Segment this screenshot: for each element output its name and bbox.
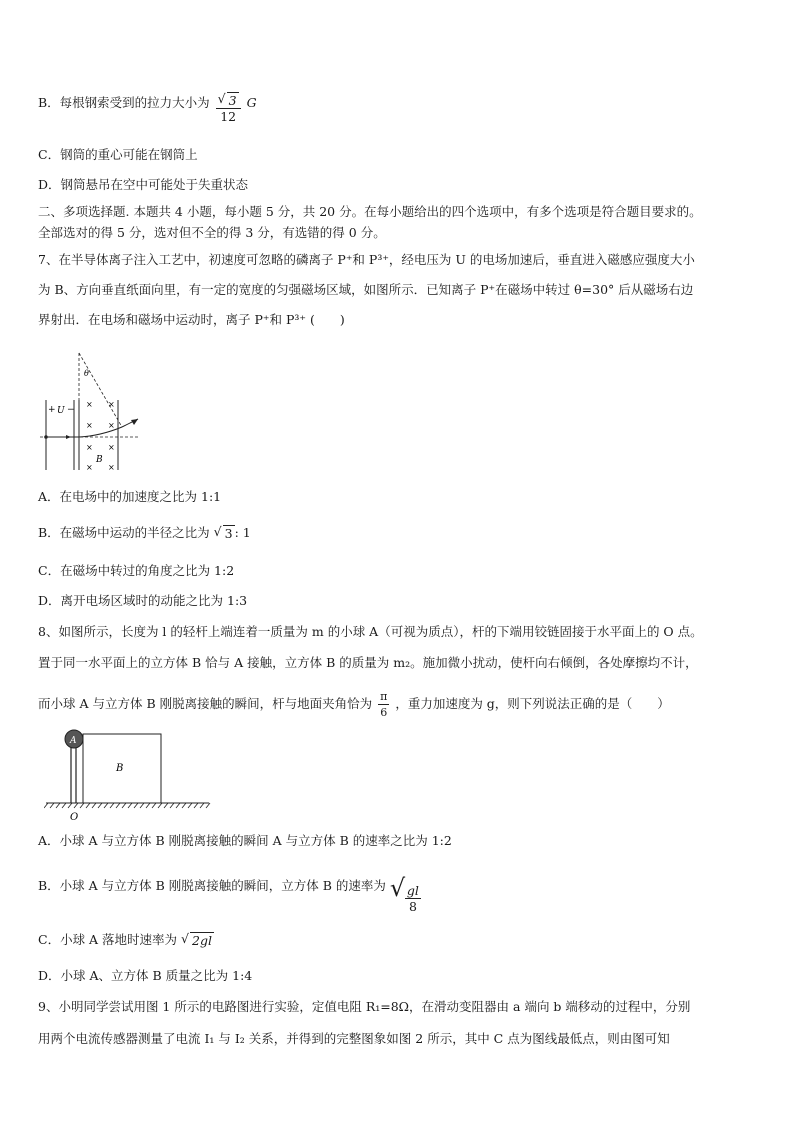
q8-stem-line1: 8、如图所示，长度为 l 的轻杆上端连着一质量为 m 的小球 A（可视为质点），杆的下端用铰链固接于水平面上的 O 点。 [38, 624, 703, 639]
hinge-label: O [70, 812, 79, 823]
voltage-label: U [57, 406, 65, 416]
q7-option-d: D．离开电场区域时的动能之比为 1:3 [38, 593, 248, 608]
q8-stem-line2: 置于同一水平面上的立方体 B 恰与 A 接触，立方体 B 的质量为 m₂。施加微小扰动，使杆向右倾倒，各处摩擦均不计， [38, 655, 698, 670]
field-cross: × [86, 463, 93, 472]
field-cross: × [108, 421, 115, 430]
q8-option-a: A．小球 A 与立方体 B 刚脱离接触的瞬间 A 与立方体 B 的速率之比为 1:2 [38, 833, 452, 848]
q8-option-c: C．小球 A 落地时速率为 √ 2gl [38, 930, 212, 948]
angle-fraction: $\frac{\pi}{6}$ [380, 690, 388, 719]
q7-stem-line2: 为 B、方向垂直纸面向里，有一定的宽度的匀强磁场区域，如图所示．已知离子 P⁺在磁场中转过 θ=30° 后从磁场右边 [38, 282, 694, 297]
field-cross: × [108, 400, 115, 409]
q6-option-d: D．钢筒悬吊在空中可能处于失重状态 [38, 177, 249, 192]
q7-stem-line1: 7、在半导体离子注入工艺中，初速度可忽略的磷离子 P⁺和 P³⁺，经电压为 U 的电场加速后，垂直进入磁感应强度大小 [38, 252, 695, 267]
q6-option-c: C．钢筒的重心可能在钢筒上 [38, 147, 198, 162]
theta-label: θ [84, 369, 89, 378]
plus-label: + [48, 405, 56, 415]
q6-option-b: B．每根钢索受到的拉力大小为 √ 3 12 G [38, 91, 257, 124]
q8-option-b: B．小球 A 与立方体 B 刚脱离接触的瞬间，立方体 B 的速率为 √ $\frac{gl}{8}$ [38, 874, 419, 914]
q8-figure [44, 728, 214, 824]
q8-stem-line3: 而小球 A 与立方体 B 刚脱离接触的瞬间，杆与地面夹角恰为 $\frac{\pi}{6}$ ，重力加速度为 g，则下列说法正确的是（ ） [38, 690, 670, 719]
q7-figure [38, 350, 158, 475]
field-label: B [96, 455, 103, 465]
section-heading-line2: 全部选对的得 5 分，选对但不全的得 3 分，有选错的得 0 分。 [38, 225, 386, 240]
section-heading-line1: 二、多项选择题. 本题共 4 小题，每小题 5 分，共 20 分。在每小题给出的四个选项中，有多个选项是符合题目要求的。 [38, 204, 702, 219]
cube-label: B [116, 763, 124, 774]
field-cross: × [108, 443, 115, 452]
ball-label: A [70, 736, 77, 746]
q7-stem-line3: 界射出．在电场和磁场中运动时，离子 P⁺和 P³⁺ ( ) [38, 312, 345, 327]
q7-option-b: B．在磁场中运动的半径之比为 √ 3 : 1 [38, 523, 251, 541]
field-cross: × [108, 463, 115, 472]
field-cross: × [86, 443, 93, 452]
field-cross: × [86, 400, 93, 409]
minus-label: − [67, 405, 75, 415]
q9-stem-line2: 用两个电流传感器测量了电流 I₁ 与 I₂ 关系，并得到的完整图象如图 2 所示，其中 C 点为图线最低点，则由图可知 [38, 1031, 670, 1046]
q8-option-d: D．小球 A、立方体 B 质量之比为 1:4 [38, 968, 253, 983]
field-cross: × [86, 421, 93, 430]
q7-option-c: C．在磁场中转过的角度之比为 1:2 [38, 563, 235, 578]
fraction: √ 3 12 [216, 92, 241, 124]
q9-stem-line1: 9、小明同学尝试用图 1 所示的电路图进行实验，定值电阻 R₁=8Ω，在滑动变阻器由 a 端向 b 端移动的过程中，分别 [38, 999, 691, 1014]
q7-option-a: A．在电场中的加速度之比为 1:1 [38, 489, 222, 504]
